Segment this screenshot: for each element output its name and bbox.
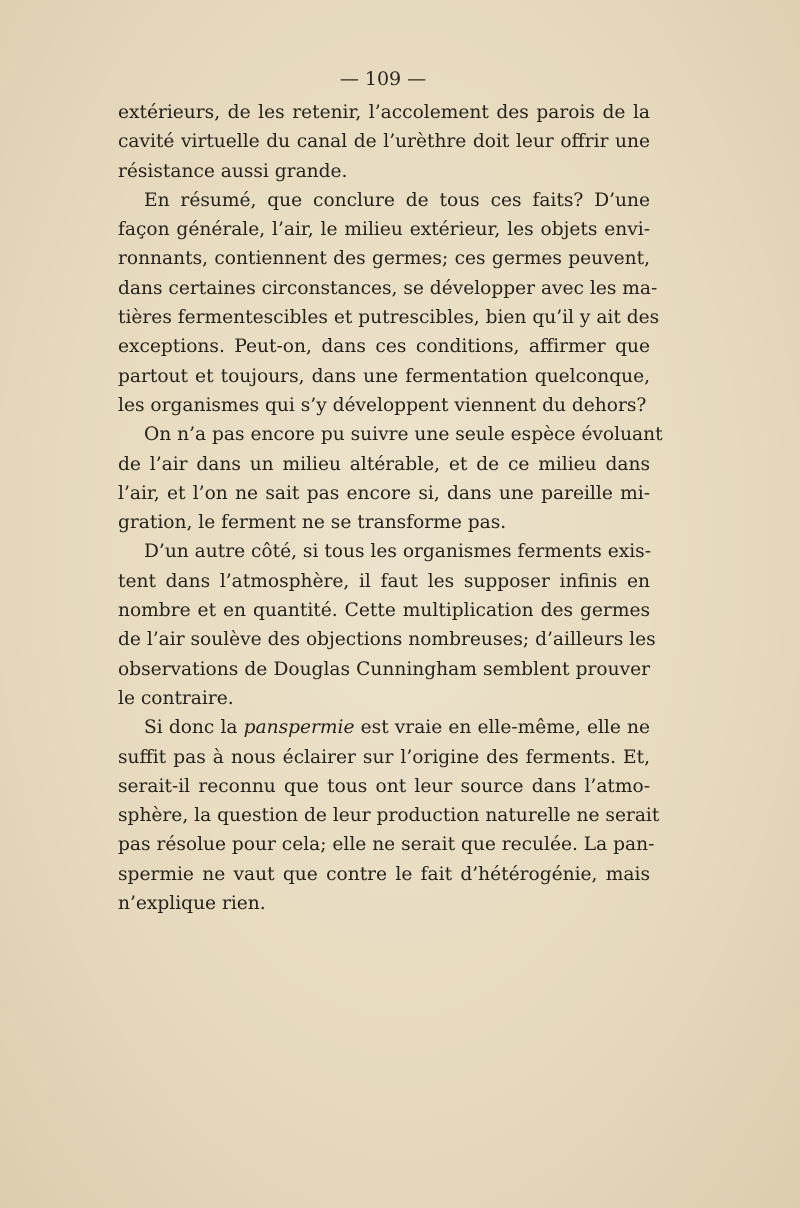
text-line: cavité virtuelle du canal de l’urèthre doit leur offrir une <box>118 131 650 153</box>
text-line: nombre et en quantité. Cette multiplication des germes <box>118 600 650 622</box>
line-text-before: Si donc la <box>144 717 244 739</box>
paragraph-line-italic <box>118 713 650 742</box>
italic-term: panspermie <box>243 717 355 739</box>
text-line: n’explique rien. <box>118 893 266 915</box>
text-line: dans certaines circonstances, se développer avec les ma- <box>118 277 658 299</box>
text-line: exceptions. Peut-on, dans ces conditions, affirmer que <box>118 336 650 358</box>
text-line: les organismes qui s’y développent viennent du dehors? <box>118 394 647 416</box>
page-number: — 109 — <box>339 68 427 90</box>
text-line: de l’air soulève des objections nombreuses; d’ailleurs les <box>118 629 656 651</box>
text-line: serait-il reconnu que tous ont leur source dans l’atmo- <box>118 775 650 797</box>
text-line: D’un autre côté, si tous les organismes ferments exis- <box>144 541 652 563</box>
text-line: observations de Douglas Cunningham semblent prouver <box>118 658 650 680</box>
text-line: l’air, et l’on ne sait pas encore si, dans une pareille mi- <box>118 482 650 504</box>
text-line: ronnants, contiennent des germes; ces germes peuvent, <box>118 248 650 270</box>
text-line: partout et toujours, dans une fermentation quelconque, <box>118 365 650 387</box>
text-line: pas résolue pour cela; elle ne serait que reculée. La pan- <box>118 834 655 856</box>
text-line: On n’a pas encore pu suivre une seule espèce évoluant <box>144 424 663 446</box>
text-line: résistance aussi grande. <box>118 160 348 182</box>
text-line: le contraire. <box>118 687 234 709</box>
text-line: tent dans l’atmosphère, il faut les supposer infinis en <box>118 570 650 592</box>
text-line: En résumé, que conclure de tous ces faits? D’une <box>144 189 650 211</box>
text-line: sphère, la question de leur production naturelle ne serait <box>118 805 660 827</box>
text-line: suffit pas à nous éclairer sur l’origine des ferments. Et, <box>118 746 650 768</box>
body-text <box>118 98 663 918</box>
text-line: extérieurs, de les retenir, l’accolement des parois de la <box>118 102 650 123</box>
text-line: spermie ne vaut que contre le fait d’hétérogénie, mais <box>118 863 650 885</box>
text-line: gration, le ferment ne se transforme pas. <box>118 512 507 534</box>
text-line: tières fermentescibles et putrescibles, bien qu’il y ait des <box>118 307 660 329</box>
line-text-after: est vraie en elle-même, elle ne <box>354 717 651 739</box>
text-line: de l’air dans un milieu altérable, et de ce milieu dans <box>118 453 650 475</box>
text-line: façon générale, l’air, le milieu extérieur, les objets envi- <box>118 219 650 241</box>
